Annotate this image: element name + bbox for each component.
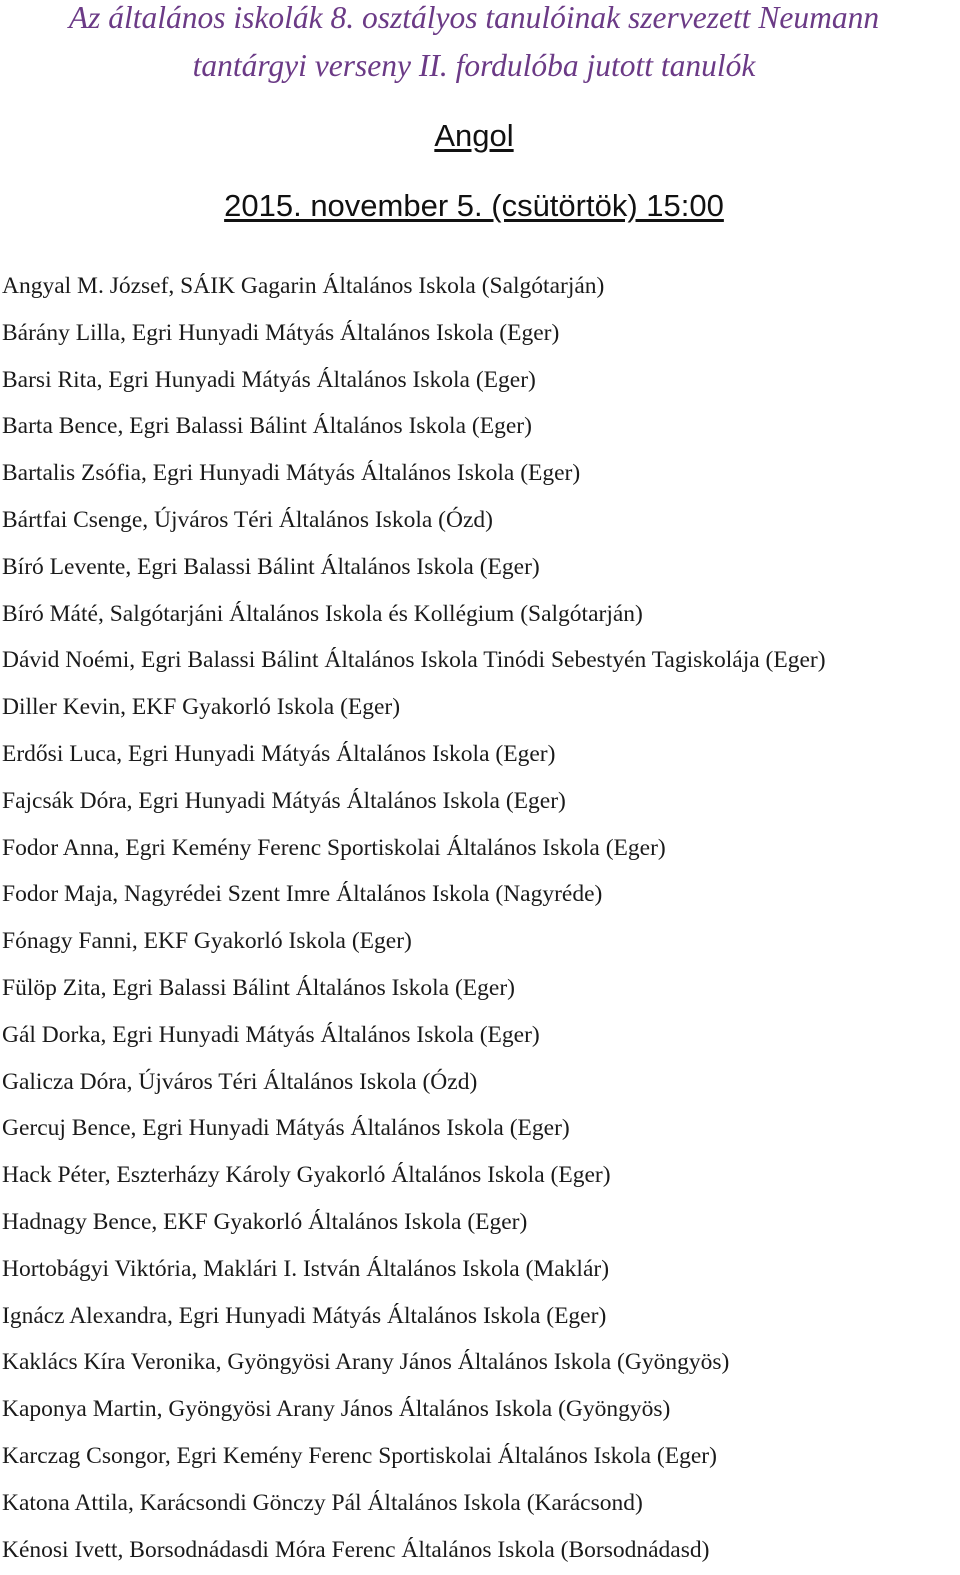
list-item: Fajcsák Dóra, Egri Hunyadi Mátyás Általános Iskola (Eger) <box>2 787 566 814</box>
document-title-line-1: Az általános iskolák 8. osztályos tanulóinak szervezett Neumann <box>68 0 880 35</box>
list-item: Ignácz Alexandra, Egri Hunyadi Mátyás Általános Iskola (Eger) <box>2 1302 607 1329</box>
list-item: Diller Kevin, EKF Gyakorló Iskola (Eger) <box>2 694 401 721</box>
list-item: Katona Attila, Karácsondi Gönczy Pál Általános Iskola (Karácsond) <box>2 1489 643 1516</box>
list-item: Dávid Noémi, Egri Balassi Bálint Általános Iskola Tinódi Sebestyén Tagiskolája (Eger) <box>2 647 826 674</box>
list-item: Gercuj Bence, Egri Hunyadi Mátyás Általános Iskola (Eger) <box>2 1115 570 1142</box>
list-item: Barta Bence, Egri Balassi Bálint Általános Iskola (Eger) <box>2 413 532 440</box>
list-item: Karczag Csongor, Egri Kemény Ferenc Sportiskolai Általános Iskola (Eger) <box>2 1442 717 1469</box>
list-item: Angyal M. József, SÁIK Gagarin Általános Iskola (Salgótarján) <box>2 273 605 299</box>
list-item: Fülöp Zita, Egri Balassi Bálint Általános Iskola (Eger) <box>2 974 515 1001</box>
list-item: Bártfai Csenge, Újváros Téri Általános Iskola (Ózd) <box>2 506 493 533</box>
list-item: Bárány Lilla, Egri Hunyadi Mátyás Általános Iskola (Eger) <box>2 319 560 346</box>
list-item: Bartalis Zsófia, Egri Hunyadi Mátyás Általános Iskola (Eger) <box>2 460 581 487</box>
subject-heading: Angol <box>434 118 514 153</box>
student-list <box>2 264 826 1574</box>
list-item: Bíró Máté, Salgótarjáni Általános Iskola és Kollégium (Salgótarján) <box>2 600 643 627</box>
list-item: Fodor Anna, Egri Kemény Ferenc Sportiskolai Általános Iskola (Eger) <box>2 834 666 861</box>
list-item: Hortobágyi Viktória, Maklári I. István Általános Iskola (Maklár) <box>2 1255 610 1282</box>
list-item: Galicza Dóra, Újváros Téri Általános Iskola (Ózd) <box>2 1068 478 1095</box>
list-item: Kénosi Ivett, Borsodnádasdi Móra Ferenc Általános Iskola (Borsodnádasd) <box>2 1536 710 1563</box>
list-item: Kaklács Kíra Veronika, Gyöngyösi Arany János Általános Iskola (Gyöngyös) <box>2 1349 730 1376</box>
list-item: Erdősi Luca, Egri Hunyadi Mátyás Általános Iskola (Eger) <box>2 740 556 767</box>
list-item: Fodor Maja, Nagyrédei Szent Imre Általános Iskola (Nagyréde) <box>2 881 603 908</box>
list-item: Bíró Levente, Egri Balassi Bálint Általános Iskola (Eger) <box>2 553 540 580</box>
list-item: Fónagy Fanni, EKF Gyakorló Iskola (Eger) <box>2 928 412 955</box>
list-item: Kaponya Martin, Gyöngyösi Arany János Általános Iskola (Gyöngyös) <box>2 1396 671 1423</box>
document-title-line-2: tantárgyi verseny II. fordulóba jutott tanulók <box>192 48 756 83</box>
date-heading: 2015. november 5. (csütörtök) 15:00 <box>224 188 724 223</box>
list-item: Hack Péter, Eszterházy Károly Gyakorló Általános Iskola (Eger) <box>2 1162 611 1189</box>
list-item: Gál Dorka, Egri Hunyadi Mátyás Általános Iskola (Eger) <box>2 1021 540 1048</box>
list-item: Barsi Rita, Egri Hunyadi Mátyás Általános Iskola (Eger) <box>2 366 536 393</box>
list-item: Hadnagy Bence, EKF Gyakorló Általános Iskola (Eger) <box>2 1208 528 1235</box>
